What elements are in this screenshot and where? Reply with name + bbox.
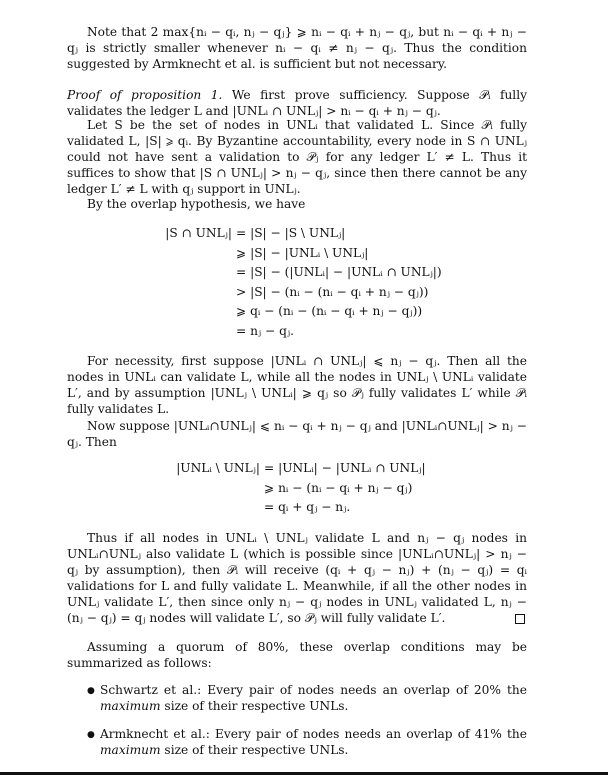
equation-rhs: > |S| − (nᵢ − (nᵢ − qᵢ + nⱼ − qⱼ)) — [236, 284, 429, 299]
qed-square-icon — [515, 614, 525, 624]
list-item-emphasis: maximum — [100, 743, 161, 758]
paragraph-thus-if: Thus if all nodes in UNLᵢ \ UNLⱼ validate L and nⱼ − qⱼ nodes in UNLᵢ∩UNLⱼ also validate L (which is possible since |UNLᵢ∩UNLⱼ| > nⱼ − qⱼ by assumption), then 𝒫ᵢ will receive (qᵢ + qⱼ − nⱼ) + (nⱼ − qⱼ) = qᵢ validations for L and fully validate L. Meanwhile, if all the other nodes in UNLⱼ validate L′, then since only nⱼ − qⱼ nodes in UNLⱼ validated L, nⱼ − (nⱼ − qⱼ) = qⱼ nodes will validate L′, so 𝒫ⱼ will fully validate L′. — [67, 531, 527, 626]
equation-lhs — [150, 244, 232, 264]
equation-rhs: ⩾ qᵢ − (nᵢ − (nᵢ − qᵢ + nⱼ − qⱼ)) — [236, 304, 423, 318]
equation-row — [150, 283, 442, 303]
equation-row — [150, 322, 442, 342]
paragraph-proof-intro — [67, 87, 527, 119]
equation-rhs: = qᵢ + qⱼ − nⱼ. — [264, 500, 351, 514]
paragraph-necessity: For necessity, first suppose |UNLᵢ ∩ UNLⱼ| ⩽ nⱼ − qⱼ. Then all the nodes in UNLᵢ can validate L, while all the nodes in UNLⱼ \ UNLᵢ validate L′, and by assumption |UNLⱼ \ UNLᵢ| ⩾ qⱼ so 𝒫ⱼ fully validates L′ while 𝒫ᵢ fully validates L. — [67, 354, 527, 417]
equation-row — [150, 302, 442, 322]
paragraph-note: Note that 2 max{nᵢ − qᵢ, nⱼ − qⱼ} ⩾ nᵢ − qᵢ + nⱼ − qⱼ, but nᵢ − qᵢ + nⱼ − qⱼ is strictly smaller whenever nᵢ − qᵢ ≠ nⱼ − qⱼ. Thus the condition suggested by Armknecht et al. is sufficient but not necessary. — [67, 25, 527, 72]
equation-block-2 — [165, 459, 426, 518]
equation-lhs — [165, 498, 260, 518]
equation-rhs: ⩾ nᵢ − (nᵢ − qᵢ + nⱼ − qⱼ) — [264, 480, 413, 495]
equation-rhs: ⩾ |S| − |UNLᵢ \ UNLⱼ| — [236, 245, 369, 260]
list-item — [100, 726, 527, 758]
equation-row — [150, 224, 442, 244]
paragraph-quorum: Assuming a quorum of 80%, these overlap conditions may be summarized as follows: — [67, 640, 527, 671]
list-item — [100, 682, 527, 714]
list-item-text: Armknecht et al.: Every pair of nodes needs an overlap of 41% the — [100, 727, 527, 741]
equation-row — [165, 479, 426, 499]
equation-row — [150, 263, 442, 283]
list-item-text: size of their respective UNLs. — [160, 743, 349, 758]
paragraph-let-s: Let S be the set of nodes in UNLᵢ that validated L. Since 𝒫ᵢ fully validated L, |S| ⩾ qᵢ. By Byzantine accountability, every node in S ∩ UNLⱼ could not have sent a validation to 𝒫ⱼ for any ledger L′ ≠ L. Thus it suffices to show that |S ∩ UNLⱼ| > nⱼ − qⱼ, since then there cannot be any ledger L′ ≠ L with qⱼ support in UNLⱼ. — [67, 118, 527, 197]
equation-lhs — [165, 479, 260, 499]
equation-lhs — [150, 322, 232, 342]
equation-lhs: |UNLᵢ \ UNLⱼ| — [176, 461, 260, 475]
equation-lhs: |S ∩ UNLⱼ| — [165, 226, 232, 240]
equation-block-1 — [150, 224, 442, 341]
equation-row — [150, 244, 442, 264]
proof-label: Proof of proposition 1. — [67, 88, 223, 102]
equation-rhs: = |S| − (|UNLᵢ| − |UNLᵢ ∩ UNLⱼ|) — [236, 265, 442, 279]
list-item-text: size of their respective UNLs. — [160, 699, 349, 714]
equation-rhs: = |S| − |S \ UNLⱼ| — [236, 226, 346, 240]
bullet-icon: ● — [87, 730, 95, 740]
equation-rhs: = |UNLᵢ| − |UNLᵢ ∩ UNLⱼ| — [264, 461, 426, 475]
equation-row — [165, 498, 426, 518]
paragraph-overlap-hypothesis: By the overlap hypothesis, we have — [87, 197, 306, 211]
equation-lhs — [150, 263, 232, 283]
equation-row — [165, 459, 426, 479]
equation-rhs: = nⱼ − qⱼ. — [236, 323, 295, 338]
page-bottom-rule — [0, 772, 608, 775]
list-item-emphasis: maximum — [100, 699, 161, 714]
bullet-icon: ● — [87, 686, 95, 696]
equation-lhs — [150, 302, 232, 322]
list-item-text: Schwartz et al.: Every pair of nodes needs an overlap of 20% the — [100, 683, 527, 697]
paragraph-now-suppose: Now suppose |UNLᵢ∩UNLⱼ| ⩽ nᵢ − qᵢ + nⱼ − qⱼ and |UNLᵢ∩UNLⱼ| > nⱼ − qⱼ. Then — [67, 419, 527, 450]
equation-lhs — [150, 283, 232, 303]
proof-intro-text: We first prove sufficiency. Suppose 𝒫ᵢ fully validates the ledger L and |UNLᵢ ∩ UNLⱼ| > nᵢ − qᵢ + nⱼ − qⱼ. — [67, 88, 527, 119]
